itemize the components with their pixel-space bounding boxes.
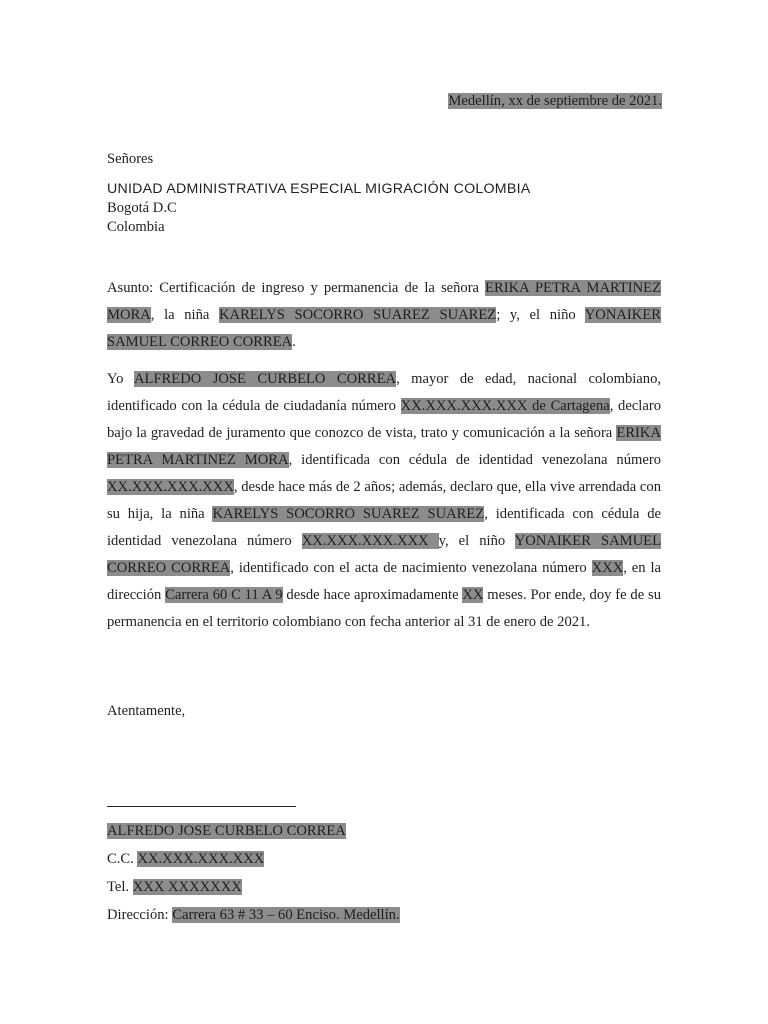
mother-id: XX.XXX.XXX.XXX	[107, 479, 234, 495]
signature-phone: Tel. XXX XXXXXXX	[107, 879, 242, 895]
body-paragraph: Yo ALFREDO JOSE CURBELO CORREA, mayor de edad, nacional colombiano, identificado con la cédula de ciudadanía número XX.XXX.XXX.XXX de Cartagena, declaro bajo la gravedad de juramento que conozco de vista, trato y comunicación a la señora ERIKA PETRA MARTINEZ MORA, identificada con cédula de identidad venezolana número XX.XXX.XXX.XXX, desde hace más de 2 años; además, declaro que, ella vive arrendada con su hija, la niña KARELYS SOCORRO SUAREZ SUAREZ, identificada con cédula de identidad venezolana número XX.XXX.XXX.XXX y, el niño YONAIKER SAMUEL CORREO CORREA, identificado con el acta de nacimiento venezolana número XXX, en la dirección Carrera 60 C 11 A 9 desde hace aproximadamente XX meses. Por ende, doy fe de su permanencia en el territorio colombiano con fecha anterior al 31 de enero de 2021.	[107, 371, 662, 630]
months-count: XX	[462, 587, 484, 603]
letter-date: Medellín, xx de septiembre de 2021.	[448, 93, 662, 109]
girl-name: KARELYS SOCORRO SUAREZ SUAREZ	[219, 307, 497, 323]
mother-name: ERIKA PETRA MARTINEZ MORA	[107, 425, 661, 468]
subject-paragraph: Asunto: Certificación de ingreso y permanencia de la señora ERIKA PETRA MARTINEZ MORA, la niña KARELYS SOCORRO SUAREZ SUAREZ; y, el niño YONAIKER SAMUEL CORREO CORREA.	[107, 280, 661, 350]
signature-cc: C.C. XX.XXX.XXX.XXX	[107, 851, 265, 867]
recipient-entity: UNIDAD ADMINISTRATIVA ESPECIAL MIGRACIÓN COLOMBIA	[107, 181, 531, 197]
boy-name: YONAIKER SAMUEL CORREO CORREA	[107, 533, 661, 576]
boy-name: YONAIKER SAMUEL CORREO CORREA	[107, 307, 661, 350]
mother-name: ERIKA PETRA MARTINEZ MORA	[107, 280, 661, 323]
recipient-country: Colombia	[107, 219, 165, 235]
declarant-name: ALFREDO JOSE CURBELO CORREA	[133, 371, 397, 387]
girl-name: KARELYS SOCORRO SUAREZ SUAREZ	[212, 506, 485, 522]
signature-line	[107, 806, 296, 807]
salutation: Señores	[107, 151, 154, 167]
recipient-city: Bogotá D.C	[107, 200, 177, 216]
girl-id: XX.XXX.XXX.XXX	[301, 533, 439, 549]
closing: Atentamente,	[107, 703, 186, 719]
residence-address: Carrera 60 C 11 A 9	[165, 587, 283, 603]
signature-address: Dirección: Carrera 63 # 33 – 60 Enciso. Medellín.	[107, 907, 400, 923]
recipient-block	[107, 150, 531, 237]
declarant-id: XX.XXX.XXX.XXX de Cartagena	[400, 398, 610, 414]
signature-name: ALFREDO JOSE CURBELO CORREA	[107, 823, 346, 839]
boy-id: XXX	[591, 560, 624, 576]
